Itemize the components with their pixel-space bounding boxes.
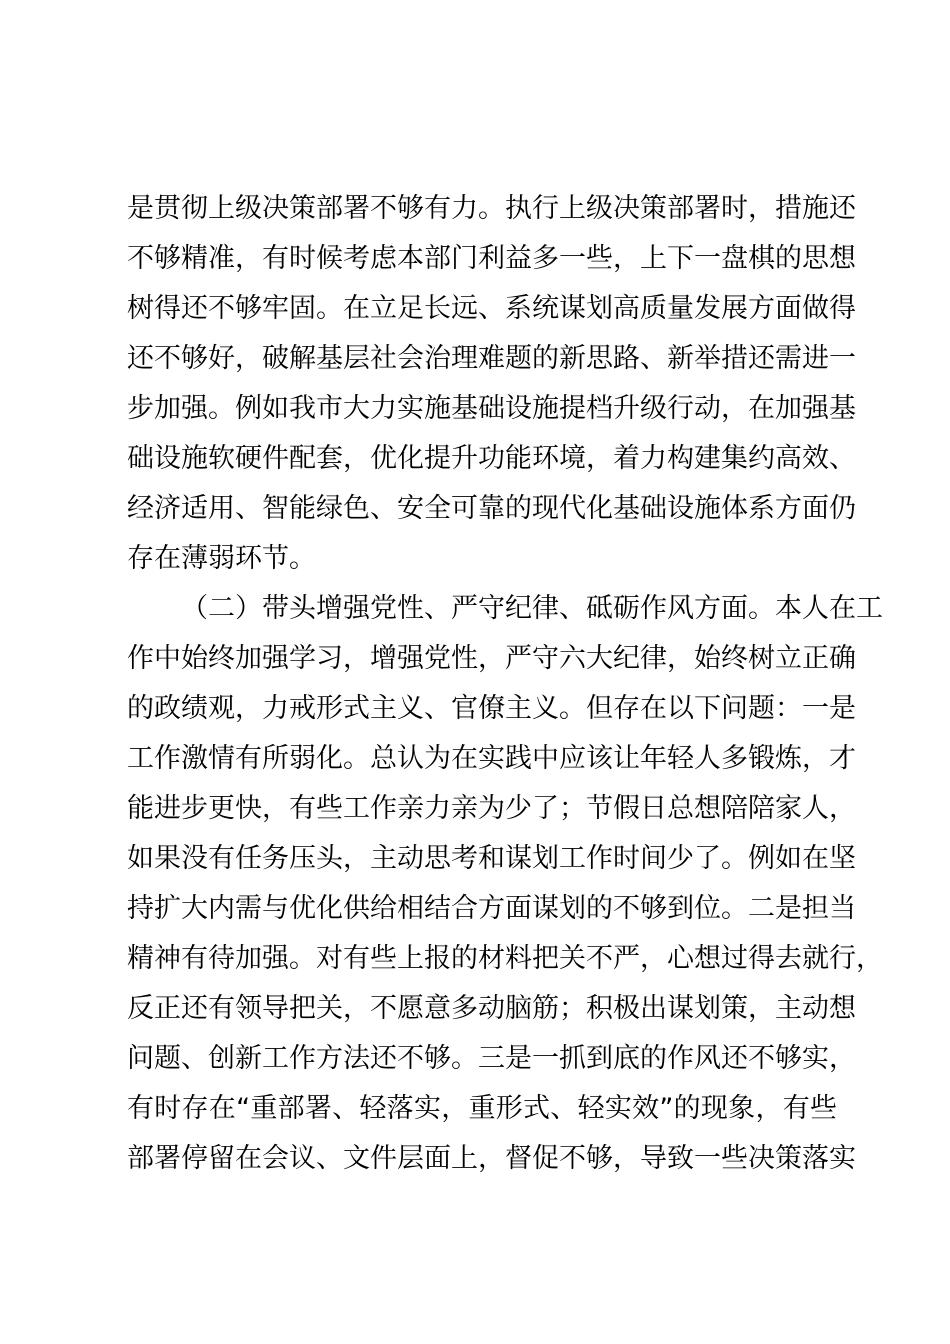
text-line: 能进步更快，有些工作亲力亲为少了；节假日总想陪陪家人， [127,793,856,824]
text-line: 精神有待加强。对有些上报的材料把关不严，心想过得去就行， [127,943,883,974]
text-line: 还不够好，破解基层社会治理难题的新思路、新举措还需进一 [127,343,856,374]
text-line: 步加强。例如我市大力实施基础设施提档升级行动，在加强基 [127,393,856,424]
text-line: 经济适用、智能绿色、安全可靠的现代化基础设施体系方面仍 [127,493,856,524]
text-line: 的政绩观，力戒形式主义、官僚主义。但存在以下问题：一是 [127,693,856,724]
body-text [127,184,883,1184]
paragraph-end-line: 存在薄弱环节。 [127,543,316,574]
text-line: 础设施软硬件配套，优化提升功能环境，着力构建集约高效、 [127,443,856,474]
text-line: 问题、创新工作方法还不够。三是一抓到底的作风还不够实， [127,1043,856,1074]
text-line: 有时存在“重部署、轻落实，重形式、轻实效”的现象，有些 [127,1093,837,1124]
section-heading-line: （二）带头增强党性、严守纪律、砥砺作风方面。本人在工 [181,593,883,624]
text-line: 持扩大内需与优化供给相结合方面谋划的不够到位。二是担当 [127,893,856,924]
text-line: 是贯彻上级决策部署不够有力。执行上级决策部署时，措施还 [127,193,856,224]
text-line: 不够精准，有时候考虑本部门利益多一些，上下一盘棋的思想 [127,243,856,274]
text-line: 如果没有任务压头，主动思考和谋划工作时间少了。例如在坚 [127,843,856,874]
text-line: 反正还有领导把关，不愿意多动脑筋；积极出谋划策，主动想 [127,993,856,1024]
text-line: 树得还不够牢固。在立足长远、系统谋划高质量发展方面做得 [127,293,856,324]
text-line: 部署停留在会议、文件层面上，督促不够，导致一些决策落实 [127,1143,856,1174]
text-line: 作中始终加强学习，增强党性，严守六大纪律，始终树立正确 [127,643,856,674]
text-line: 工作激情有所弱化。总认为在实践中应该让年轻人多锻炼，才 [127,743,856,774]
